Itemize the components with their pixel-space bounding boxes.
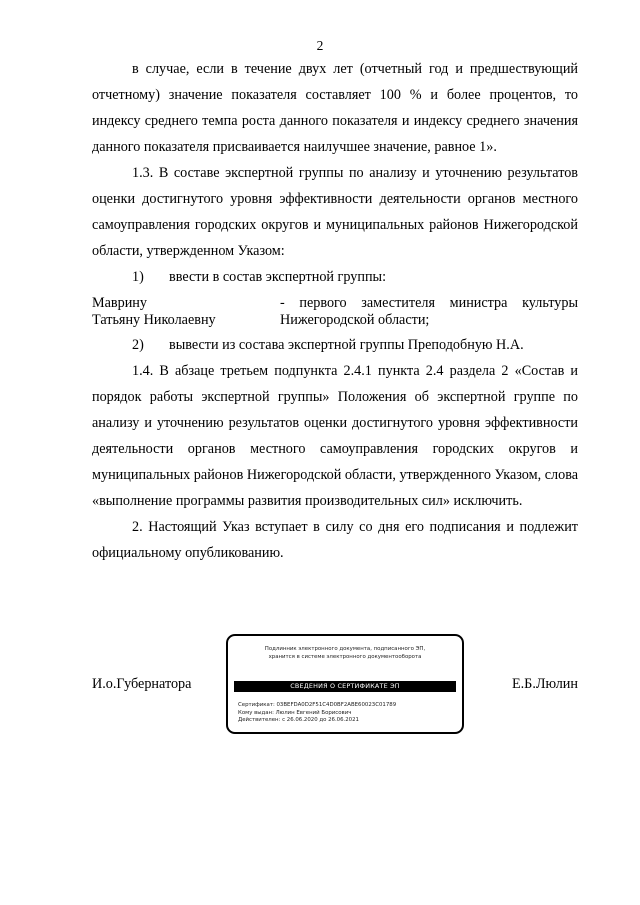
stamp-certificate-details	[238, 702, 396, 725]
page-number: 2	[316, 38, 324, 53]
document-body	[92, 56, 578, 566]
appointee-position	[280, 295, 578, 329]
appointee-given-names: Татьяну Николаевну	[92, 312, 216, 328]
paragraph-1-3: 1.3. В составе экспертной группы по анализу и уточнению результатов оценки достигнутого уровня эффективности деятельности органов местного самоуправления городских округов и муниципальных районов Нижегородской области, утвержденном Указом:	[92, 165, 578, 259]
list-item-include	[92, 264, 578, 290]
paragraph-2: 2. Настоящий Указ вступает в силу со дня его подписания и подлежит официальному опубликованию.	[92, 519, 578, 561]
signatory-name: Е.Б.Люлин	[511, 676, 578, 692]
list-item-exclude	[92, 332, 578, 358]
appointment-block	[92, 295, 578, 329]
stamp-certificate-id: Сертификат: 03BEFDA0D2F51C4D0BF2ABE60023C01789	[238, 702, 397, 708]
list-item-number: 2)	[132, 337, 144, 353]
stamp-note-line-1: Подлинник электронного документа, подписанного ЭП,	[264, 646, 426, 652]
stamp-validity: Действителен: с 26.06.2020 до 26.06.2021	[238, 717, 359, 723]
stamp-header-bar: СВЕДЕНИЯ О СЕРТИФИКАТЕ ЭП	[234, 681, 456, 692]
stamp-issued-to: Кому выдан: Люлин Евгений Борисович	[238, 709, 352, 716]
signatory-title: И.о.Губернатора	[92, 676, 192, 692]
paragraph-1-4: 1.4. В абзаце третьем подпункта 2.4.1 пункта 2.4 раздела 2 «Состав и порядок работы экспертной группы» Положения об экспертной группе по анализу и уточнению результатов оценки достигнутого уровня эффективности деятельности органов местного самоуправления городских округов и муниципальных районов Нижегородской области, утвержденного Указом, слова «выполнение программы развития производительных сил» исключить.	[92, 363, 578, 509]
stamp-note	[228, 645, 462, 661]
electronic-signature-stamp	[226, 634, 464, 734]
position-line-2: Нижегородской области;	[280, 312, 430, 328]
list-item-text: ввести в состав экспертной группы:	[169, 269, 387, 285]
list-item-text: вывести из состава экспертной группы Преподобную Н.А.	[169, 337, 524, 353]
appointee-name	[92, 295, 280, 329]
list-item-number: 1)	[132, 269, 144, 285]
paragraph-continuation: в случае, если в течение двух лет (отчетный год и предшествующий отчетному) значение показателя составляет 100 % и более процентов, то индексу среднего темпа роста данного показателя и индексу среднего значения данного показателя присваивается наилучшее значение, равное 1».	[92, 61, 578, 155]
stamp-note-line-2: хранится в системе электронного документооборота	[268, 654, 422, 660]
position-line-1: - первого заместителя министра культуры	[280, 295, 578, 311]
appointee-surname: Маврину	[92, 295, 147, 311]
